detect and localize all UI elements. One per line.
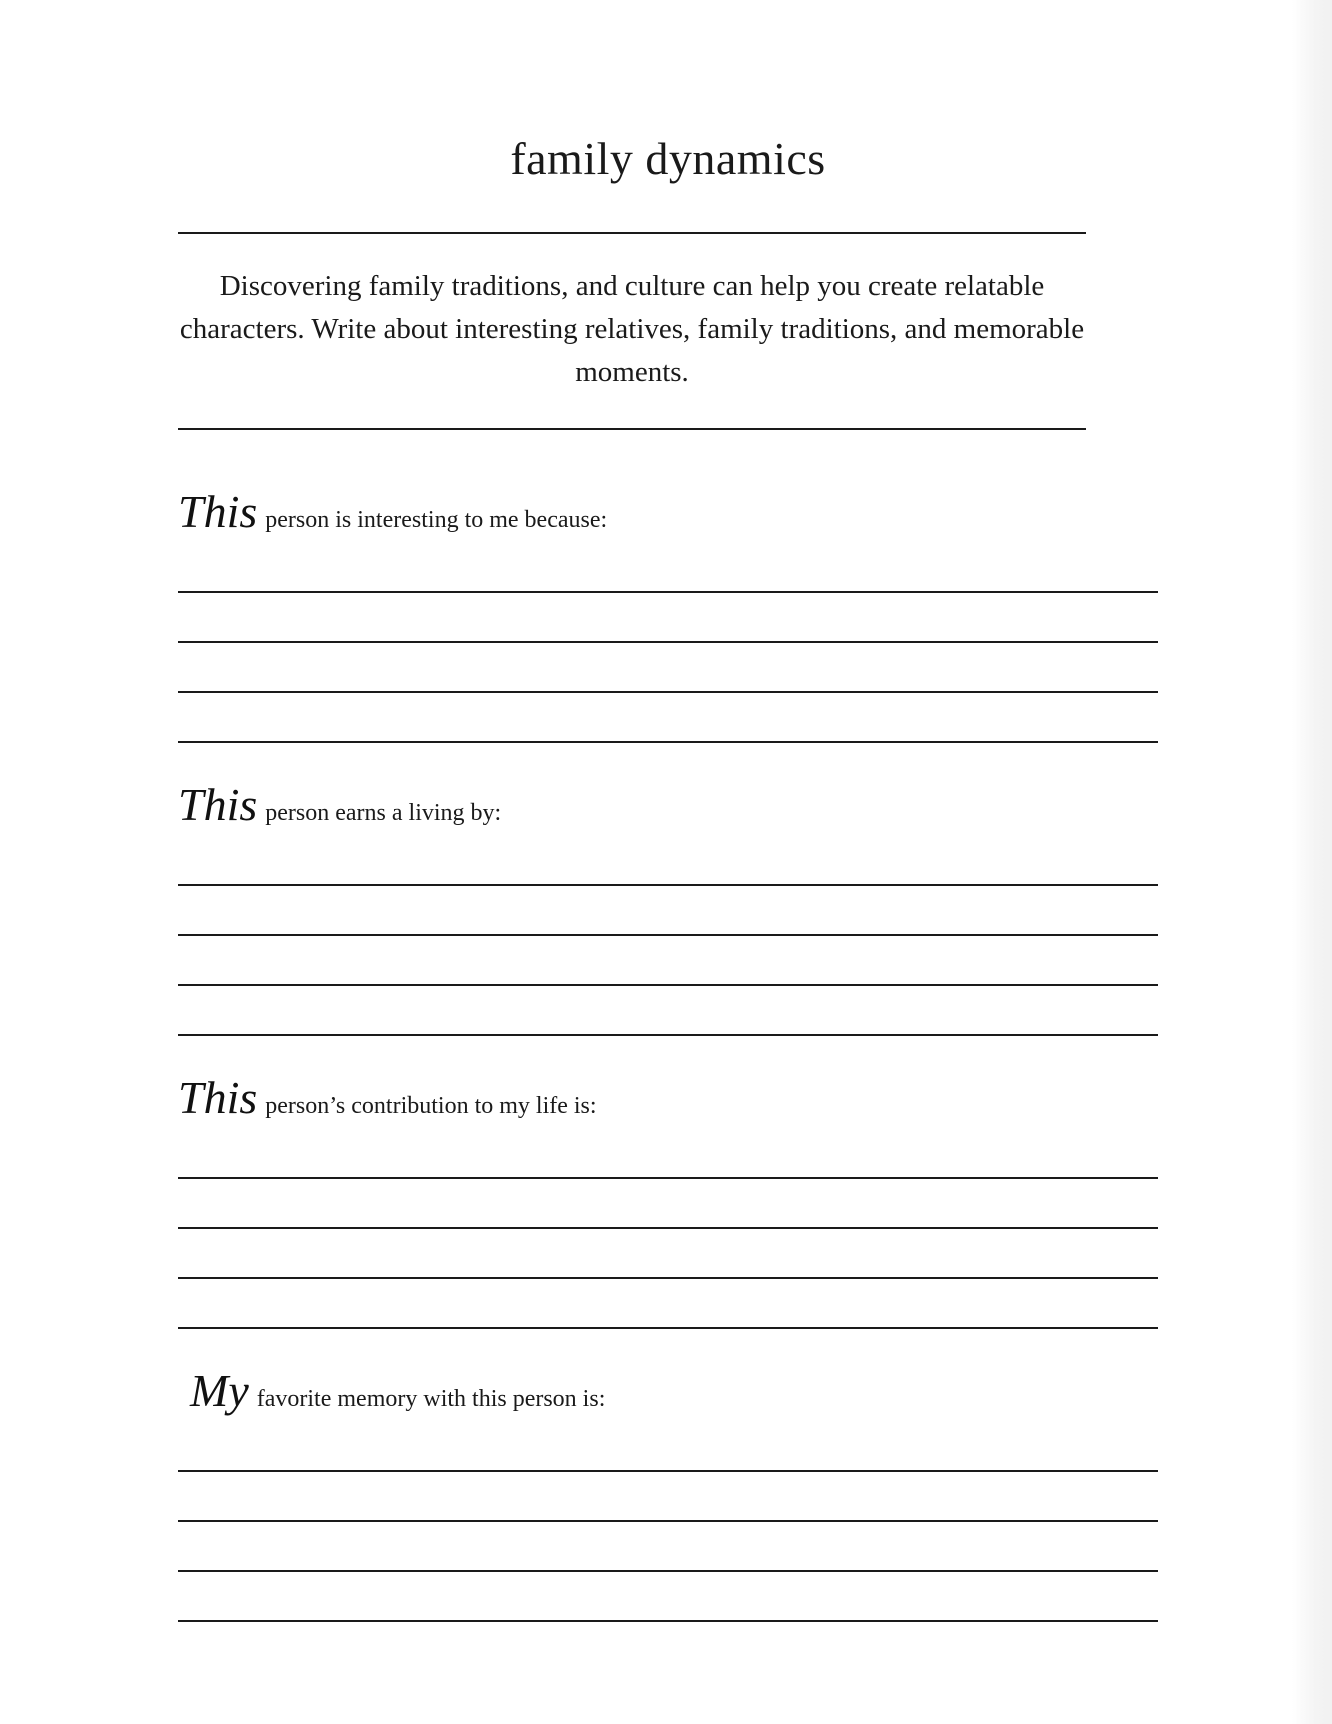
prompt-text: person earns a living by: — [265, 800, 502, 826]
writing-line[interactable] — [178, 1570, 1158, 1572]
page-title: family dynamics — [510, 133, 826, 184]
intro-bottom-rule — [178, 428, 1086, 430]
prompt-text: person’s contribution to my life is: — [265, 1093, 597, 1119]
prompt-heading — [178, 1071, 597, 1124]
writing-line[interactable] — [178, 641, 1158, 643]
prompt-lead-word: This — [178, 486, 258, 537]
intro-top-rule — [178, 232, 1086, 234]
writing-line[interactable] — [178, 1327, 1158, 1329]
prompt-heading — [178, 778, 501, 831]
writing-line[interactable] — [178, 1034, 1158, 1036]
prompt-lead-word: My — [190, 1365, 249, 1416]
page-edge-shadow — [1292, 0, 1332, 1724]
writing-line[interactable] — [178, 1520, 1158, 1522]
writing-line[interactable] — [178, 884, 1158, 886]
prompt-text: person is interesting to me because: — [265, 507, 608, 533]
writing-line[interactable] — [178, 934, 1158, 936]
intro-text: Discovering family traditions, and culture can help you create relatable characters. Write about interesting relatives, family traditions, and memorable moments. — [179, 270, 1085, 388]
writing-line[interactable] — [178, 591, 1158, 593]
writing-line[interactable] — [178, 1470, 1158, 1472]
writing-line[interactable] — [178, 984, 1158, 986]
prompt-lead-word: This — [178, 779, 258, 830]
writing-line[interactable] — [178, 1227, 1158, 1229]
writing-line[interactable] — [178, 691, 1158, 693]
writing-line[interactable] — [178, 1177, 1158, 1179]
prompt-heading — [178, 1364, 605, 1417]
writing-line[interactable] — [178, 1620, 1158, 1622]
writing-line[interactable] — [178, 1277, 1158, 1279]
prompt-lead-word: This — [178, 1072, 258, 1123]
writing-line[interactable] — [178, 741, 1158, 743]
prompt-text: favorite memory with this person is: — [256, 1386, 606, 1412]
prompt-heading — [178, 485, 607, 538]
